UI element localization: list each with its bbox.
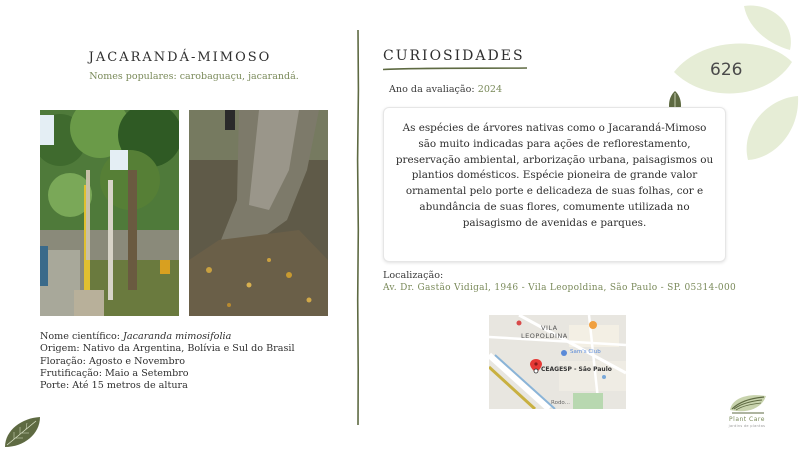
brand-tagline: jardins de plantas	[728, 424, 766, 428]
size-line: Porte: Até 15 metros de altura	[40, 380, 188, 392]
plant-care-logo-icon	[728, 392, 768, 416]
evaluation-year-label: Ano da avaliação:	[389, 84, 478, 95]
evaluation-year-value: 2024	[477, 84, 503, 95]
scientific-name-value: Jacaranda mimosifolia	[123, 331, 232, 342]
location-address[interactable]: Av. Dr. Gastão Vidigal, 1946 - Vila Leopoldina, São Paulo - SP. 05314-000	[383, 283, 736, 293]
map-label-road: Rodo...	[551, 400, 570, 406]
map-label-store: Sam's Club	[570, 349, 601, 355]
brand-name: Plant Care	[729, 416, 765, 423]
origin-line: Origem: Nativo da Argentina, Bolívia e Sul do Brasil	[40, 343, 295, 355]
decorative-leaf-bottom-left	[2, 414, 42, 450]
location-label: Localização:	[383, 270, 444, 281]
species-title: JACARANDÁ-MIMOSO	[88, 50, 272, 65]
popular-names: Nomes populares: carobaguaçu, jacarandá.	[89, 71, 299, 82]
scientific-name-line	[40, 331, 310, 343]
map-label-place: CEAGESP - São Paulo	[541, 366, 612, 373]
evaluation-year	[389, 84, 502, 95]
tree-photo-trunk	[189, 110, 328, 316]
leaf-shape	[744, 5, 791, 50]
tree-photo-street	[40, 110, 179, 316]
scientific-name-label: Nome científico:	[40, 331, 124, 342]
map-label-district-2: LEOPOLDINA	[521, 332, 568, 340]
fruiting-line: Frutificação: Maio a Setembro	[40, 367, 189, 379]
vertical-divider	[356, 30, 360, 425]
page-number-badge: 626	[710, 60, 743, 80]
species-info	[40, 331, 310, 392]
location-map[interactable]	[489, 315, 626, 409]
curiosities-title: CURIOSIDADES	[383, 48, 525, 64]
title-underline	[383, 66, 528, 72]
curiosity-box: As espécies de árvores nativas como o Jacarandá-Mimoso são muito indicadas para ações de reflorestamento, preservação ambiental, arborização urbana, paisagismos ou plantios domésticos. Espécie pioneira de grande valor ornamental pelo porte e delicadeza de suas folhas, cor e abundância de suas flores, comumente utilizada no paisagismo de avenidas e parques.	[383, 107, 726, 262]
brand	[714, 416, 780, 428]
map-label-district-1: VILA	[541, 324, 558, 332]
leaf-shape	[747, 96, 799, 160]
flowering-line: Floração: Agosto e Novembro	[40, 355, 186, 367]
